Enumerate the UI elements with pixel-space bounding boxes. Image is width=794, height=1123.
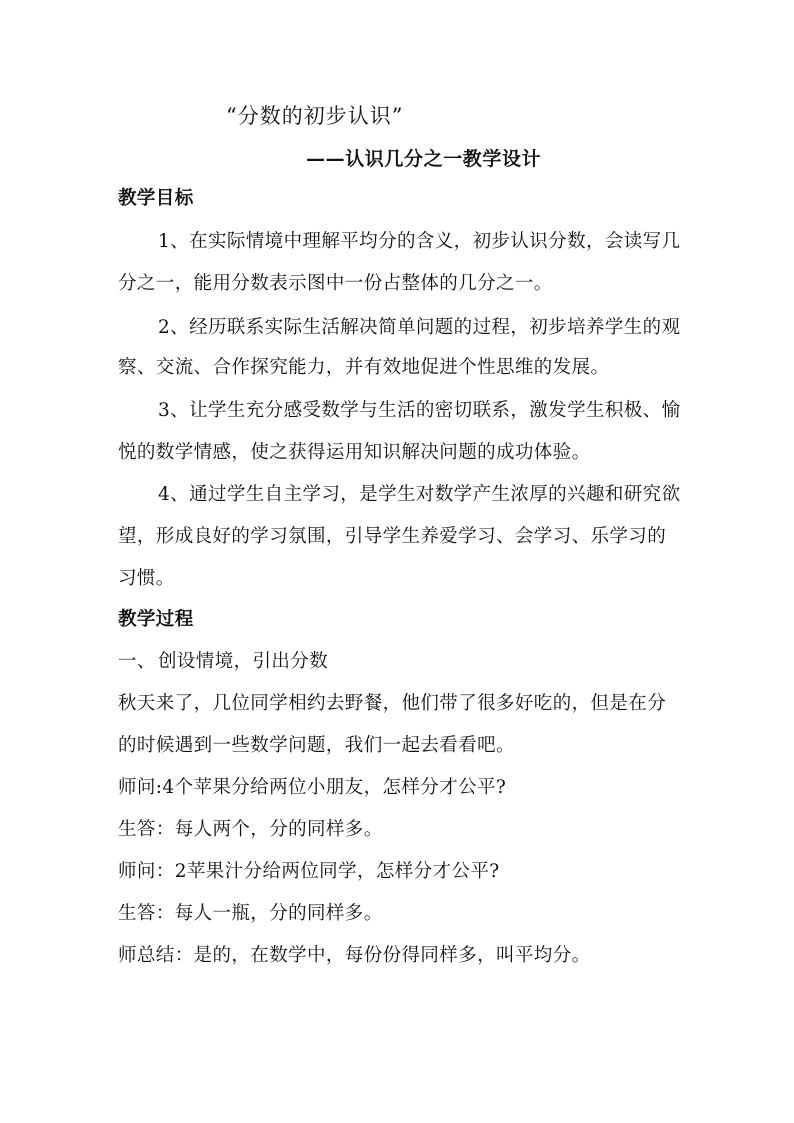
process-line: 师问:4个苹果分给两位小朋友，怎样分才公平?: [118, 777, 507, 798]
section-heading-process: 教学过程: [118, 609, 194, 630]
goal-paragraph-line: 2、经历联系实际生活解决简单问题的过程，初步培养学生的观: [158, 317, 681, 338]
process-line: 秋天来了，几位同学相约去野餐，他们带了很多好吃的，但是在分: [118, 693, 667, 714]
goal-paragraph-line: 1、在实际情境中理解平均分的含义，初步认识分数，会读写几: [158, 231, 681, 252]
process-line: 生答：每人一瓶，分的同样多。: [118, 903, 383, 924]
goal-paragraph-line: 察、交流、合作探究能力，并有效地促进个性思维的发展。: [118, 357, 610, 378]
goal-paragraph-line: 分之一，能用分数表示图中一份占整体的几分之一。: [118, 273, 553, 294]
goal-paragraph-line: 3、让学生充分感受数学与生活的密切联系，激发学生积极、愉: [158, 400, 681, 421]
process-line: 的时候遇到一些数学问题，我们一起去看看吧。: [118, 735, 515, 756]
process-line: 师问：2苹果汁分给两位同学，怎样分才公平?: [118, 861, 500, 882]
process-line: 师总结：是的，在数学中，每份份得同样多，叫平均分。: [118, 945, 591, 966]
document-subtitle: ——认识几分之一教学设计: [306, 148, 542, 170]
subsection-title: 创设情境，引出分数: [158, 651, 329, 672]
section-heading-goals: 教学目标: [118, 188, 194, 209]
goal-paragraph-line: 4、通过学生自主学习，是学生对数学产生浓厚的兴趣和研究欲: [158, 484, 681, 505]
subsection-number: 一、: [118, 651, 156, 672]
document-title: “分数的初步认识”: [226, 104, 404, 128]
goal-paragraph-line: 悦的数学情感，使之获得运用知识解决问题的成功体验。: [118, 442, 591, 463]
goal-paragraph-line: 习惯。: [118, 568, 175, 589]
subsection-heading: [118, 653, 328, 672]
goal-paragraph-line: 望，形成良好的学习氛围，引导学生养爱学习、会学习、乐学习的: [118, 526, 667, 547]
process-line: 生答：每人两个，分的同样多。: [118, 819, 383, 840]
